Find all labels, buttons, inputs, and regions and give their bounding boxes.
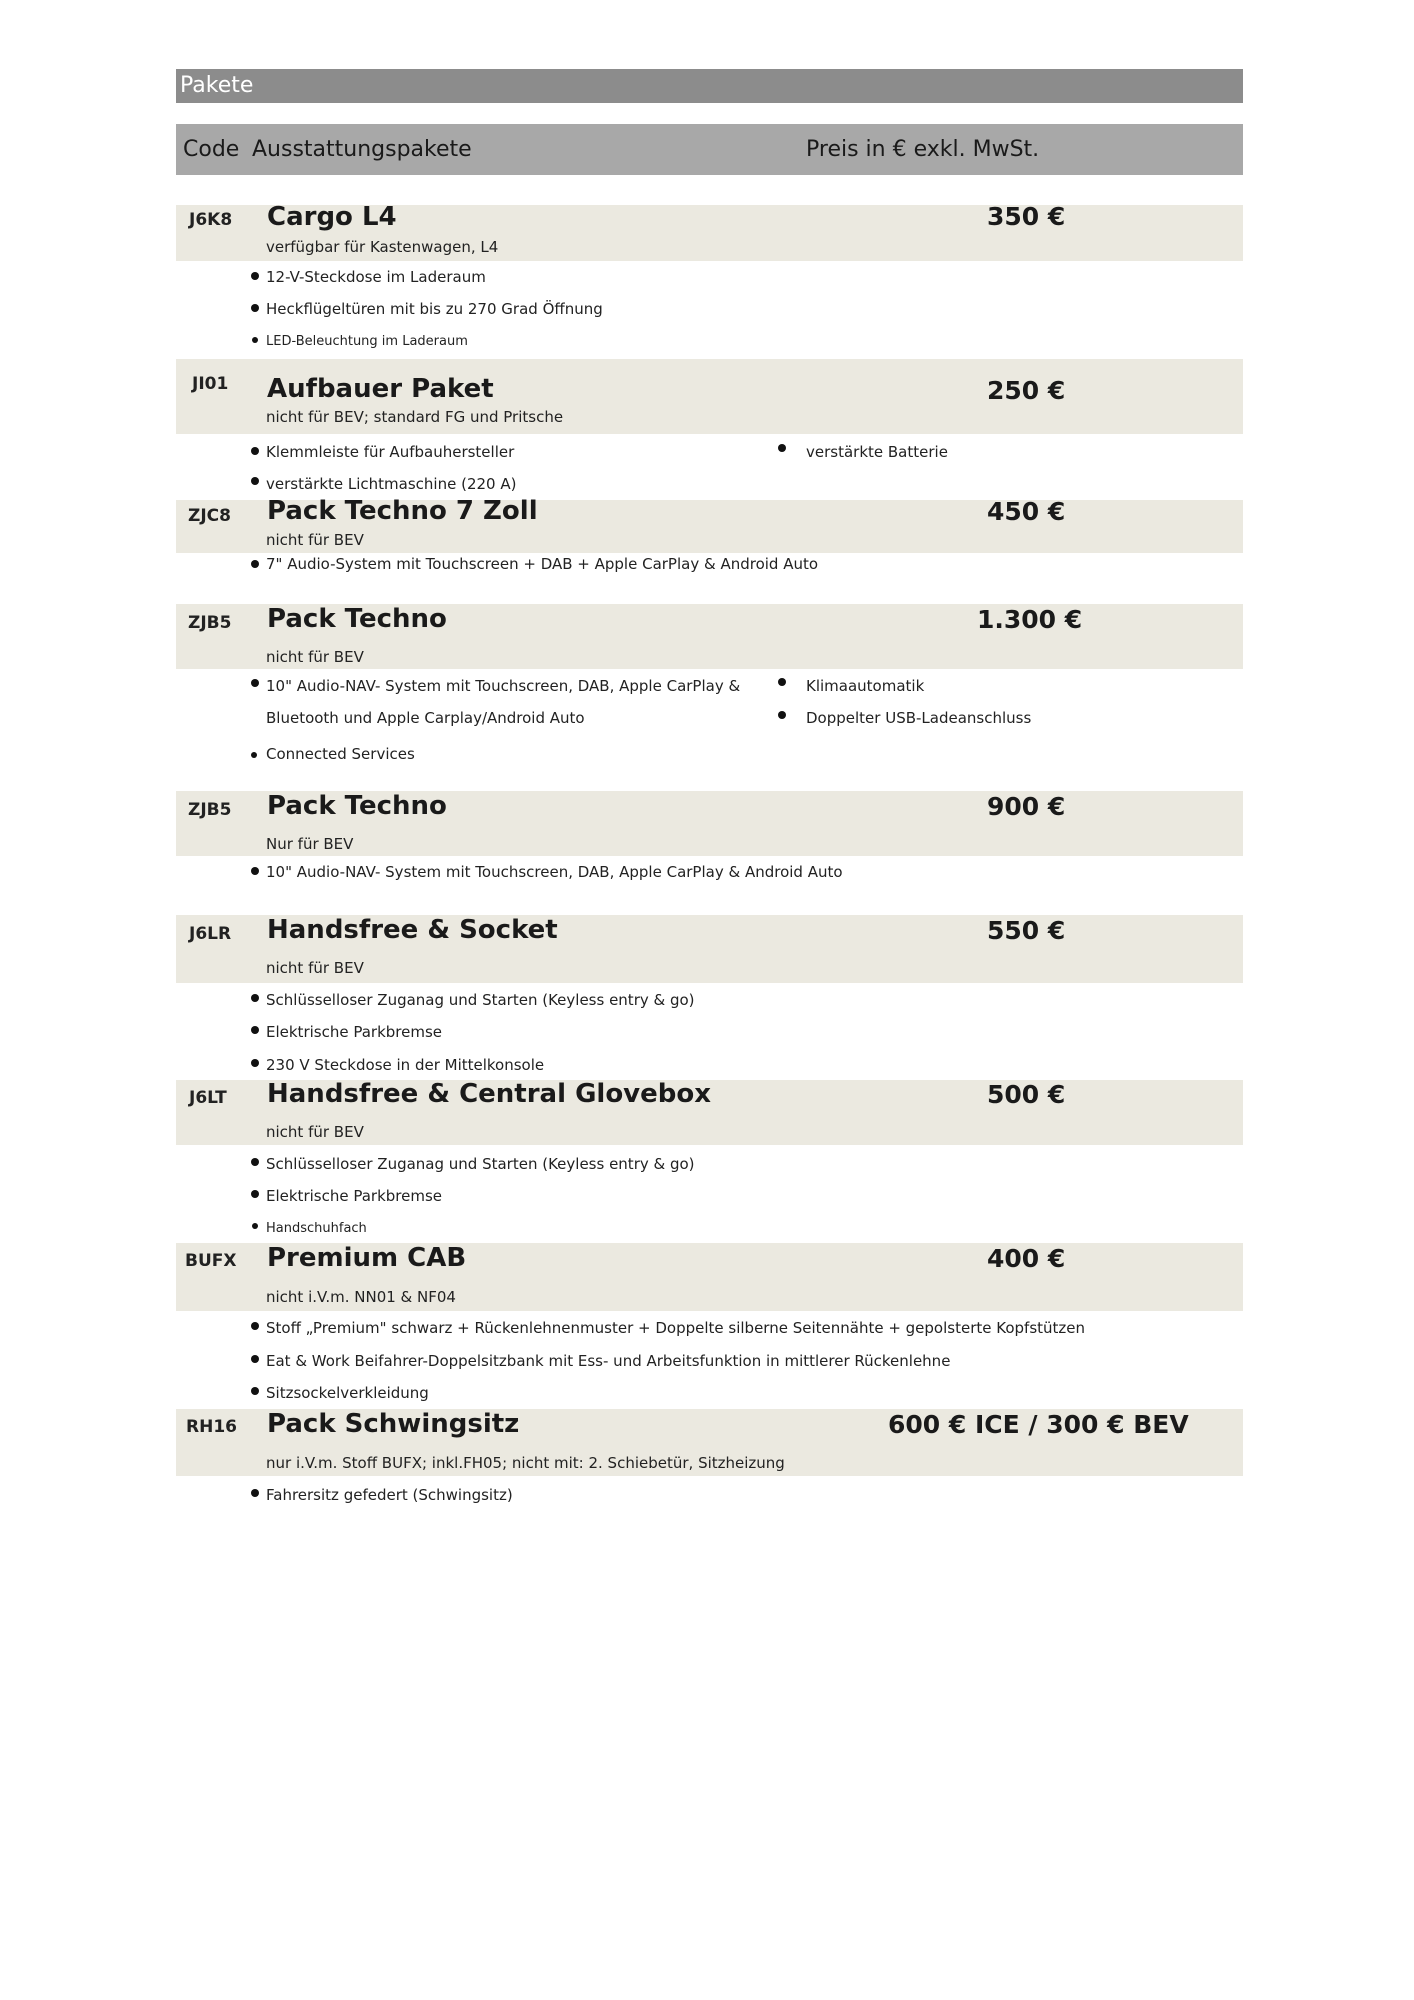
package-note: nicht für BEV [266, 959, 364, 977]
package-price: 900 € [987, 792, 1066, 821]
package-code: RH16 [186, 1417, 237, 1437]
package-price: 500 € [987, 1080, 1066, 1109]
package-item: Bluetooth und Apple Carplay/Android Auto [266, 709, 585, 727]
package-name: Pack Techno 7 Zoll [267, 496, 538, 526]
bullet-icon [778, 444, 786, 452]
package-price: 350 € [987, 202, 1066, 231]
bullet-icon [252, 1223, 258, 1229]
bullet-icon [251, 477, 259, 485]
package-code: ZJB5 [188, 613, 232, 633]
package-price: 600 € ICE / 300 € BEV [888, 1410, 1189, 1439]
bullet-icon [251, 1190, 259, 1198]
package-item: Heckflügeltüren mit bis zu 270 Grad Öffnung [266, 300, 603, 318]
package-item: Connected Services [266, 745, 415, 763]
package-name: Pack Techno [267, 791, 447, 821]
bullet-icon [251, 1355, 259, 1363]
package-item: 10" Audio-NAV- System mit Touchscreen, DAB, Apple CarPlay & Android Auto [266, 863, 843, 881]
package-note: Nur für BEV [266, 835, 354, 853]
package-item: LED-Beleuchtung im Laderaum [266, 334, 468, 349]
package-price: 550 € [987, 916, 1066, 945]
package-code: J6LR [189, 924, 232, 944]
package-name: Aufbauer Paket [267, 374, 494, 404]
header-code: Code [183, 137, 240, 162]
bullet-icon [778, 711, 786, 719]
package-item: 12-V-Steckdose im Laderaum [266, 268, 486, 286]
header-price: Preis in € exkl. MwSt. [806, 137, 1040, 162]
package-note: verfügbar für Kastenwagen, L4 [266, 238, 499, 256]
package-item: Doppelter USB-Ladeanschluss [806, 709, 1032, 727]
package-item: 10" Audio-NAV- System mit Touchscreen, DAB, Apple CarPlay & [266, 677, 741, 695]
package-price: 400 € [987, 1244, 1066, 1273]
bullet-icon [251, 1158, 259, 1166]
package-item: Handschuhfach [266, 1221, 367, 1236]
package-note: nur i.V.m. Stoff BUFX; inkl.FH05; nicht mit: 2. Schiebetür, Sitzheizung [266, 1454, 785, 1472]
package-item: 230 V Steckdose in der Mittelkonsole [266, 1056, 545, 1074]
bullet-icon [778, 678, 786, 686]
package-item: Fahrersitz gefedert (Schwingsitz) [266, 1486, 513, 1504]
package-name: Handsfree & Socket [267, 915, 558, 945]
package-name: Pack Techno [267, 604, 447, 634]
section-title: Pakete [176, 69, 1243, 103]
bullet-icon [251, 752, 257, 758]
package-code: J6K8 [189, 210, 233, 230]
package-note: nicht i.V.m. NN01 & NF04 [266, 1288, 456, 1306]
package-code: J6LT [189, 1088, 227, 1108]
package-name: Premium CAB [267, 1243, 467, 1273]
package-item: Schlüsselloser Zuganag und Starten (Keyless entry & go) [266, 1155, 695, 1173]
bullet-icon [251, 1489, 259, 1497]
package-item: Eat & Work Beifahrer-Doppelsitzbank mit Ess- und Arbeitsfunktion in mittlerer Rückenlehne [266, 1352, 951, 1370]
package-name: Cargo L4 [267, 202, 397, 232]
package-item: Elektrische Parkbremse [266, 1023, 443, 1041]
bullet-icon [251, 304, 259, 312]
package-item: Klemmleiste für Aufbauhersteller [266, 443, 515, 461]
package-name: Pack Schwingsitz [267, 1409, 520, 1439]
bullet-icon [252, 337, 258, 343]
package-item: Stoff „Premium" schwarz + Rückenlehnenmuster + Doppelte silberne Seitennähte + gepolsterte Kopfstützen [266, 1319, 1086, 1337]
package-price: 450 € [987, 497, 1066, 526]
bullet-icon [251, 272, 259, 280]
package-item: verstärkte Lichtmaschine (220 A) [266, 475, 517, 493]
package-note: nicht für BEV [266, 1123, 364, 1141]
package-name: Handsfree & Central Glovebox [267, 1079, 712, 1109]
bullet-icon [251, 1026, 259, 1034]
package-code: JI01 [192, 374, 229, 394]
package-price: 250 € [987, 376, 1066, 405]
header-packages: Ausstattungspakete [252, 137, 472, 162]
bullet-icon [251, 1387, 259, 1395]
package-note: nicht für BEV [266, 648, 364, 666]
bullet-icon [251, 560, 259, 568]
bullet-icon [251, 447, 259, 455]
bullet-icon [251, 1059, 259, 1067]
package-item: Sitzsockelverkleidung [266, 1384, 429, 1402]
package-item: Elektrische Parkbremse [266, 1187, 443, 1205]
package-item: 7" Audio-System mit Touchscreen + DAB + Apple CarPlay & Android Auto [266, 555, 819, 573]
package-note: nicht für BEV [266, 531, 364, 549]
table-header [176, 124, 1243, 175]
bullet-icon [251, 1322, 259, 1330]
package-note: nicht für BEV; standard FG und Pritsche [266, 408, 564, 426]
package-code: BUFX [185, 1251, 237, 1271]
package-price: 1.300 € [977, 605, 1083, 634]
bullet-icon [251, 679, 259, 687]
package-item: verstärkte Batterie [806, 443, 948, 461]
package-code: ZJC8 [188, 506, 231, 526]
package-code: ZJB5 [188, 800, 232, 820]
package-item: Klimaautomatik [806, 677, 925, 695]
package-item: Schlüsselloser Zuganag und Starten (Keyless entry & go) [266, 991, 695, 1009]
bullet-icon [251, 994, 259, 1002]
bullet-icon [251, 867, 259, 875]
